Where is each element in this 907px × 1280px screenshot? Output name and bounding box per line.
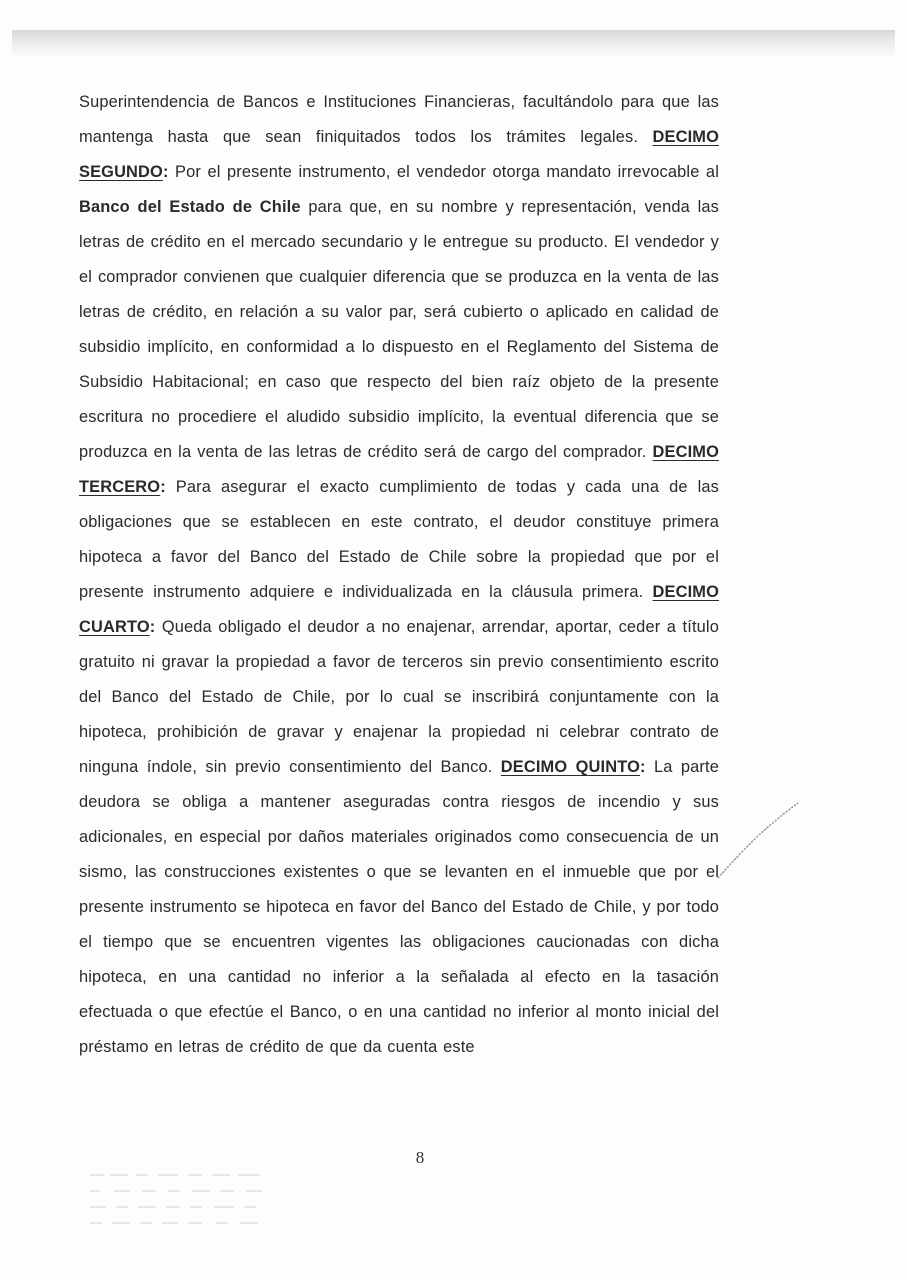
heading-colon: :	[160, 478, 166, 496]
body-text: Por el presente instrumento, el vendedor otorga mandato irrevocable al	[175, 163, 719, 181]
bank-name-bold: Banco del Estado de Chile	[79, 198, 301, 216]
body-text: La parte deudora se obliga a mantener aseguradas contra riesgos de incendio y sus adicionales, en especial por daños materiales originados como consecuencia de un sismo, las construcciones existentes o que se levanten en el inmueble que por el presente instrumento se hipoteca en favor del Banco del Estado de Chile, y por todo el tiempo que se encuentren vigentes las obligaciones caucionadas con dicha hipoteca, en una cantidad no inferior a la señalada al efecto en la tasación efectuada o que efectúe el Banco, o en una cantidad no inferior al monto inicial del préstamo en letras de crédito de que da cuenta este	[79, 758, 719, 1056]
document-body	[79, 85, 719, 1065]
clause-heading-decimo-quinto: DECIMO QUINTO	[500, 758, 640, 776]
clause-heading-decimo-tercero: DECIMO TERCERO	[79, 443, 719, 496]
clause-heading-decimo-cuarto: DECIMO CUARTO	[79, 583, 719, 636]
pencil-margin-mark	[712, 800, 802, 882]
clause-heading-decimo-segundo: DECIMO SEGUNDO	[79, 128, 719, 181]
page-number: 8	[415, 1148, 425, 1167]
heading-colon: :	[639, 758, 646, 776]
body-text: Superintendencia de Bancos e Instituciones Financieras, facultándolo para que las mantenga hasta que sean finiquitados todos los trámites legales.	[79, 93, 719, 146]
heading-colon: :	[162, 163, 169, 181]
body-text: para que, en su nombre y representación, venda las letras de crédito en el mercado secundario y le entregue su producto. El vendedor y el comprador convienen que cualquier diferencia que se produzca en la venta de las letras de crédito, en relación a su valor par, será cubierto o aplicado en calidad de subsidio implícito, en conformidad a lo dispuesto en el Reglamento del Sistema de Subsidio Habitacional; en caso que respecto del bien raíz objeto de la presente escritura no procediere el aludido subsidio implícito, la eventual diferencia que se produzca en la venta de las letras de crédito será de cargo del comprador.	[79, 198, 719, 461]
heading-colon: :	[149, 618, 156, 636]
body-text: Queda obligado el deudor a no enajenar, arrendar, aportar, ceder a título gratuito ni gravar la propiedad a favor de terceros sin previo consentimiento escrito del Banco del Estado de Chile, por lo cual se inscribirá conjuntamente con la hipoteca, prohibición de gravar y enajenar la propiedad ni celebrar contrato de ninguna índole, sin previo consentimiento del Banco.	[79, 618, 719, 776]
scan-top-shadow	[12, 30, 895, 58]
faint-stamp-marks	[88, 1168, 288, 1230]
body-text: Para asegurar el exacto cumplimiento de todas y cada una de las obligaciones que se establecen en este contrato, el deudor constituye primera hipoteca a favor del Banco del Estado de Chile sobre la propiedad que por el presente instrumento adquiere e individualizada en la cláusula primera.	[79, 478, 719, 601]
